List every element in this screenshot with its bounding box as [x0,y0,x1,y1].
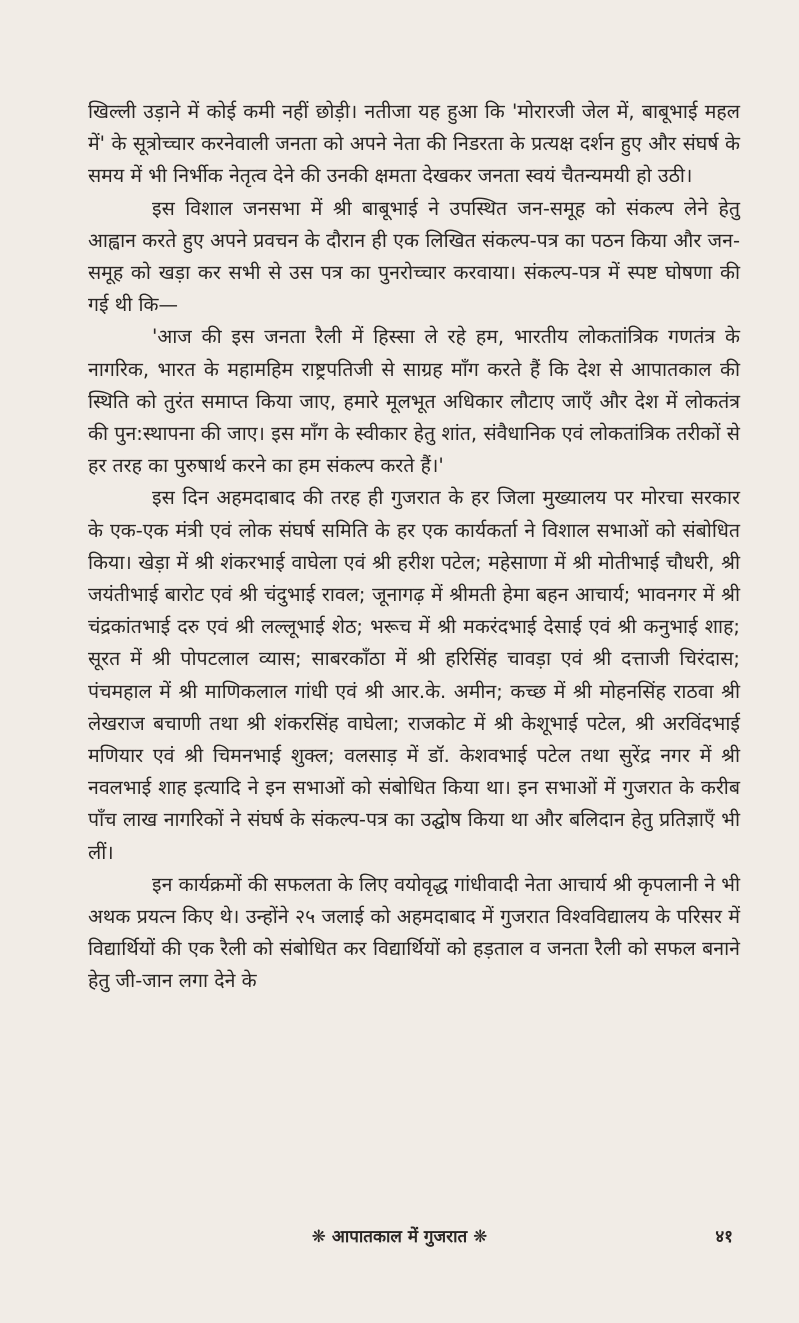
running-footer-title: ❋ आपातकाल में गुजरात ❋ [311,1227,488,1247]
paragraph-5: इन कार्यक्रमों की सफलता के लिए वयोवृद्ध गांधीवादी नेता आचार्य श्री कृपलानी ने भी अथक प्रयत्न किए थे। उन्होंने २५ जलाई को अहमदाबाद में गुजरात विश्वविद्यालय के परिसर में विद्यार्थियों की एक रैली को संबोधित कर विद्यार्थियों को हड़ताल व जनता रैली को सफल बनाने हेतु जी-जान लगा देने के [88,872,740,993]
page-number: ४१ [715,1227,733,1247]
paragraph-1: खिल्ली उड़ाने में कोई कमी नहीं छोड़ी। नतीजा यह हुआ कि 'मोरारजी जेल में, बाबूभाई महल में' के सूत्रोच्चार करनेवाली जनता को अपने नेता की निडरता के प्रत्यक्ष दर्शन हुए और संघर्ष के समय में भी निर्भीक नेतृत्व देने की उनकी क्षमता देखकर जनता स्वयं चैतन्यमयी हो उठी। [88,100,740,188]
body-text [88,96,740,998]
paragraph-2: इस विशाल जनसभा में श्री बाबूभाई ने उपस्थित जन-समूह को संकल्प लेने हेतु आह्वान करते हुए अपने प्रवचन के दौरान ही एक लिखित संकल्प-पत्र का पठन किया और जन-समूह को खड़ा कर सभी से उस पत्र का पुनरोच्चार करवाया। संकल्प-पत्र में स्पष्ट घोषणा की गई थी कि— [88,196,740,317]
paragraph-4: इस दिन अहमदाबाद की तरह ही गुजरात के हर जिला मुख्यालय पर मोरचा सरकार के एक-एक मंत्री एवं लोक संघर्ष समिति के हर एक कार्यकर्ता ने विशाल सभाओं को संबोधित किया। खेड़ा में श्री शंकरभाई वाघेला एवं श्री हरीश पटेल; महेसाणा में श्री मोतीभाई चौधरी, श्री जयंतीभाई बारोट एवं श्री चंदुभाई रावल; जूनागढ़ में श्रीमती हेमा बहन आचार्य; भावनगर में श्री चंद्रकांतभाई दरु एवं श्री लल्लूभाई शेठ; भरूच में श्री मकरंदभाई देसाई एवं श्री कनुभाई शाह; सूरत में श्री पोपटलाल व्यास; साबरकाँठा में श्री हरिसिंह चावड़ा एवं श्री दत्ताजी चिरंदास; पंचमहाल में श्री माणिकलाल गांधी एवं श्री आर.के. अमीन; कच्छ में श्री मोहनसिंह राठवा श्री लेखराज बचाणी तथा श्री शंकरसिंह वाघेला; राजकोट में श्री केशूभाई पटेल, श्री अरविंदभाई मणियार एवं श्री चिमनभाई शुक्ल; वलसाड़ में डॉ. केशवभाई पटेल तथा सुरेंद्र नगर में श्री नवलभाई शाह इत्यादि ने इन सभाओं को संबोधित किया था। इन सभाओं में गुजरात के करीब पाँच लाख नागरिकों ने संघर्ष के संकल्प-पत्र का उद्घोष किया था और बलिदान हेतु प्रतिज्ञाएँ भी लीं। [88,486,740,864]
paragraph-3: 'आज की इस जनता रैली में हिस्सा ले रहे हम, भारतीय लोकतांत्रिक गणतंत्र के नागरिक, भारत के महामहिम राष्ट्रपतिजी से साग्रह माँग करते हैं कि देश से आपातकाल की स्थिति को तुरंत समाप्त किया जाए, हमारे मूलभूत अधिकार लौटाए जाएँ और देश में लोकतंत्र की पुन:स्थापना की जाए। इस माँग के स्वीकार हेतु शांत, संवैधानिक एवं लोकतांत्रिक तरीकों से हर तरह का पुरुषार्थ करने का हम संकल्प करते हैं।' [88,325,740,478]
